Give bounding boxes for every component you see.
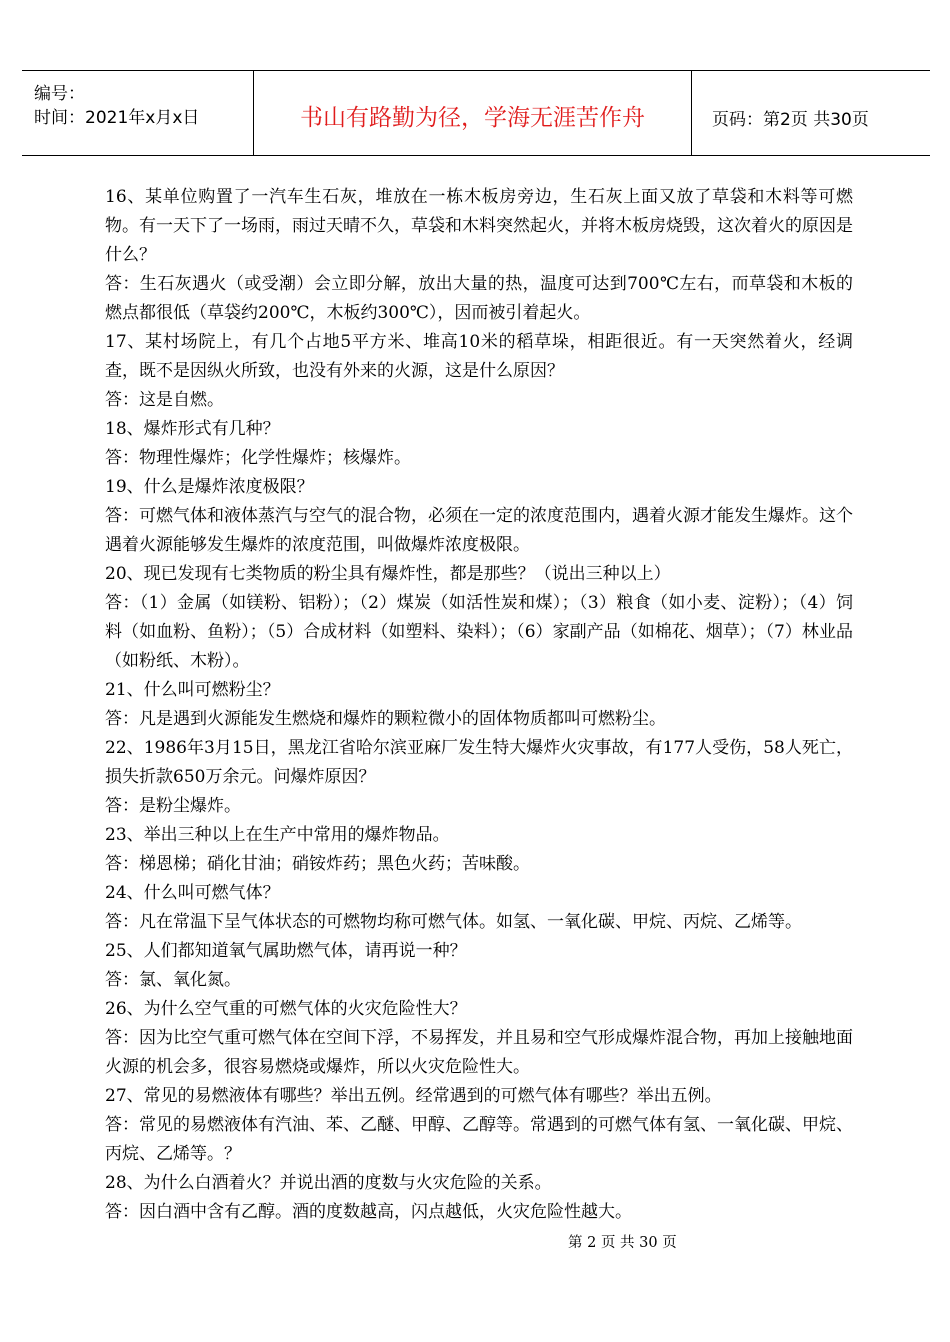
paragraph: 答：物理性爆炸；化学性爆炸；核爆炸。 xyxy=(105,448,411,468)
paragraph: 20、现已发现有七类物质的粉尘具有爆炸性，都是那些？（说出三种以上） xyxy=(105,564,671,584)
paragraph: 答：凡是遇到火源能发生燃烧和爆炸的颗粒微小的固体物质都叫可燃粉尘。 xyxy=(105,709,666,729)
paragraph: 22、1986年3月15日，黑龙江省哈尔滨亚麻厂发生特大爆炸火灾事故，有177人受伤，58人死亡，损失折款650万余元。问爆炸原因？ xyxy=(105,738,853,787)
paragraph: 答：因为比空气重可燃气体在空间下浮，不易挥发，并且易和空气形成爆炸混合物，再加上接触地面火源的机会多，很容易燃烧或爆炸，所以火灾危险性大。 xyxy=(105,1028,853,1077)
paragraph: 25、人们都知道氧气属助燃气体，请再说一种？ xyxy=(105,941,467,961)
paragraph: 答：生石灰遇火（或受潮）会立即分解，放出大量的热，温度可达到700℃左右，而草袋和木板的燃点都很低（草袋约200℃，木板约300℃），因而被引着起火。 xyxy=(105,274,853,323)
paragraph: 答：常见的易燃液体有汽油、苯、乙醚、甲醇、乙醇等。常遇到的可燃气体有氢、一氧化碳、甲烷、丙烷、乙烯等。？ xyxy=(105,1115,853,1164)
paragraph: 答：是粉尘爆炸。 xyxy=(105,796,241,816)
paragraph: 26、为什么空气重的可燃气体的火灾危险性大？ xyxy=(105,999,467,1019)
paragraph: 21、什么叫可燃粉尘？ xyxy=(105,680,280,700)
paragraph: 答：因白酒中含有乙醇。酒的度数越高，闪点越低，火灾危险性越大。 xyxy=(105,1202,632,1222)
paragraph: 24、什么叫可燃气体？ xyxy=(105,883,280,903)
paragraph: 答：这是自燃。 xyxy=(105,390,224,410)
header-motto-cell xyxy=(254,71,692,155)
page-footer: 第 2 页 共 30 页 xyxy=(568,1235,677,1251)
header-table xyxy=(22,70,930,156)
paragraph: 18、爆炸形式有几种？ xyxy=(105,419,280,439)
document-body xyxy=(105,183,853,1227)
paragraph: 答：氯、氧化氮。 xyxy=(105,970,241,990)
motto: 书山有路勤为径，学海无涯苦作舟 xyxy=(300,105,645,131)
header-page-cell xyxy=(692,71,930,155)
paragraph: 19、什么是爆炸浓度极限？ xyxy=(105,477,314,497)
paragraph: 27、常见的易燃液体有哪些？举出五例。经常遇到的可燃气体有哪些？举出五例。 xyxy=(105,1086,722,1106)
paragraph: 17、某村场院上，有几个占地5平方米、堆高10米的稻草垛，相距很近。有一天突然着火，经调查，既不是因纵火所致，也没有外来的火源，这是什么原因？ xyxy=(105,332,853,381)
paragraph: 16、某单位购置了一汽车生石灰，堆放在一栋木板房旁边，生石灰上面又放了草袋和木料等可燃物。有一天下了一场雨，雨过天晴不久，草袋和木料突然起火，并将木板房烧毁，这次着火的原因是什么？ xyxy=(105,187,853,265)
paragraph: 28、为什么白酒着火？并说出酒的度数与火灾危险的关系。 xyxy=(105,1173,552,1193)
paragraph: 答：凡在常温下呈气体状态的可燃物均称可燃气体。如氢、一氧化碳、甲烷、丙烷、乙烯等。 xyxy=(105,912,802,932)
number-label: 编号： xyxy=(34,84,85,104)
header-meta-cell xyxy=(22,71,254,155)
paragraph: 23、举出三种以上在生产中常用的爆炸物品。 xyxy=(105,825,450,845)
paragraph: 答：（1）金属（如镁粉、铝粉）；（2）煤炭（如活性炭和煤）；（3）粮食（如小麦、淀粉）；（4）饲料（如血粉、鱼粉）；（5）合成材料（如塑料、染料）；（6）家副产品（如棉花、烟草）；（7）林业品（如粉纸、木粉）。 xyxy=(105,593,853,671)
paragraph: 答：可燃气体和液体蒸汽与空气的混合物，必须在一定的浓度范围内，遇着火源才能发生爆炸。这个遇着火源能够发生爆炸的浓度范围，叫做爆炸浓度极限。 xyxy=(105,506,853,555)
page-info: 页码：第2页 共30页 xyxy=(712,110,869,130)
time-label: 时间：2021年x月x日 xyxy=(34,108,200,128)
paragraph: 答：梯恩梯；硝化甘油；硝铵炸药；黑色火药；苦味酸。 xyxy=(105,854,530,874)
